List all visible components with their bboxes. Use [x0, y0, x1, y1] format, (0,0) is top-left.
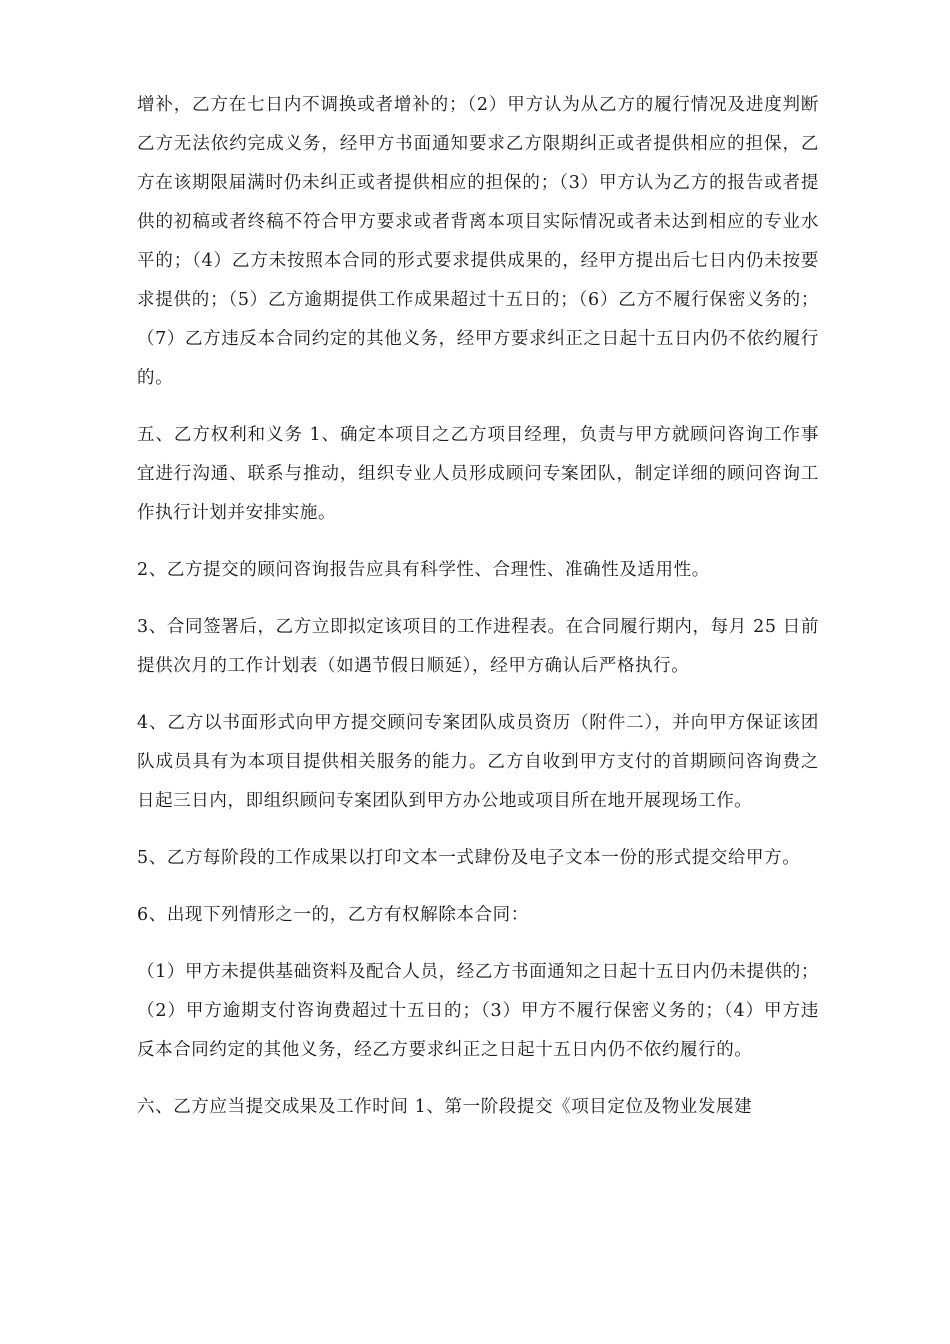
- paragraph-termination-conditions-continued: 增补，乙方在七日内不调换或者增补的；（2）甲方认为从乙方的履行情况及进度判断乙方无法依约完成义务，经甲方书面通知要求乙方限期纠正或者提供相应的担保，乙方在该期限届满时仍未纠正或者提供相应的担保的；（3）甲方认为乙方的报告或者提供的初稿或者终稿不符合甲方要求或者背离本项目实际情况或者未达到相应的专业水平的；（4）乙方未按照本合同的形式要求提供成果的，经甲方提出后七日内仍未按要求提供的；（5）乙方逾期提供工作成果超过十五日的；（6）乙方不履行保密义务的；（7）乙方违反本合同约定的其他义务，经甲方要求纠正之日起十五日内仍不依约履行的。: [137, 95, 819, 388]
- document-page: [137, 86, 819, 1145]
- paragraph-section-five-heading: 五、乙方权利和义务 1、确定本项目之乙方项目经理，负责与甲方就顾问咨询工作事宜进行沟通、联系与推动，组织专业人员形成顾问专案团队，制定详细的顾问咨询工作执行计划并安排实施。: [137, 425, 819, 523]
- paragraph-item-2: 2、乙方提交的顾问咨询报告应具有科学性、合理性、准确性及适用性。: [137, 560, 710, 580]
- paragraph-item-4: 4、乙方以书面形式向甲方提交顾问专案团队成员资历（附件二），并向甲方保证该团队成员具有为本项目提供相关服务的能力。乙方自收到甲方支付的首期顾问咨询费之日起三日内，即组织顾问专案团队到甲方办公地或项目所在地开展现场工作。: [137, 713, 819, 811]
- paragraph-item-6: 6、出现下列情形之一的，乙方有权解除本合同：: [137, 905, 529, 925]
- paragraph-item-5: 5、乙方每阶段的工作成果以打印文本一式肆份及电子文本一份的形式提交给甲方。: [137, 848, 801, 868]
- paragraph-item-3: 3、合同签署后，乙方立即拟定该项目的工作进程表。在合同履行期内，每月 25 日前提供次月的工作计划表（如遇节假日顺延），经甲方确认后严格执行。: [137, 617, 819, 676]
- paragraph-section-six-heading: 六、乙方应当提交成果及工作时间 1、第一阶段提交《项目定位及物业发展建: [137, 1097, 753, 1117]
- paragraph-item-6-conditions: （1）甲方未提供基础资料及配合人员，经乙方书面通知之日起十五日内仍未提供的；（2）甲方逾期支付咨询费超过十五日的；（3）甲方不履行保密义务的；（4）甲方违反本合同约定的其他义务，经乙方要求纠正之日起十五日内仍不依约履行的。: [137, 962, 819, 1060]
